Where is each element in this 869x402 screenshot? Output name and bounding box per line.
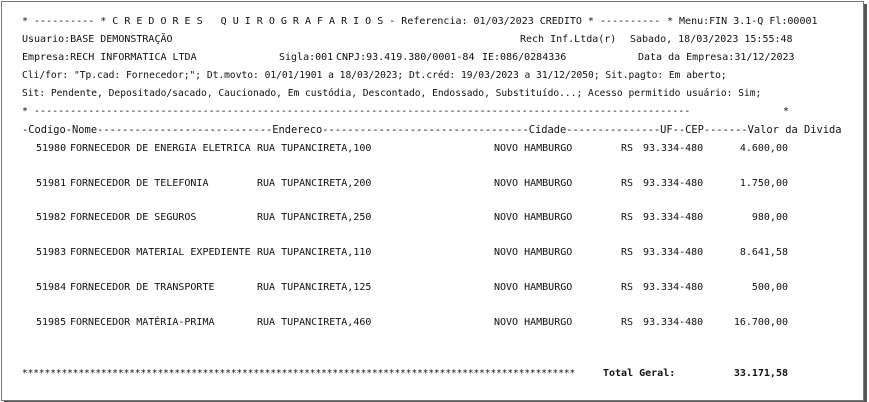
cell-nome: FORNECEDOR DE ENERGIA ELETRICA [70, 143, 251, 154]
cell-codigo: 51981 [36, 178, 67, 189]
column-headers: -Codigo-Nome----------------------------Endereco---------------------------------Cidade---------------UF--CEP-------Valor da Divida [22, 124, 842, 136]
cell-valor: 16.700,00 [733, 317, 788, 328]
cnpj-label: CNPJ:93.419.380/0001-84 [336, 52, 475, 63]
cell-endereco: RUA TUPANCIRETA,100 [257, 143, 372, 154]
company-short: Rech Inf.Ltda(r) [520, 34, 617, 45]
report-datetime: Sabado, 18/03/2023 15:55:48 [630, 34, 793, 45]
cell-cidade: NOVO HAMBURGO [494, 178, 573, 189]
cell-codigo: 51984 [36, 282, 67, 293]
cell-cep: 93.334-480 [643, 178, 704, 189]
usuario-label: Usuario:BASE DEMONSTRAÇÃO [22, 34, 173, 45]
cell-cidade: NOVO HAMBURGO [494, 247, 573, 258]
cell-valor: 980,00 [751, 212, 788, 223]
cell-endereco: RUA TUPANCIRETA,250 [257, 212, 372, 223]
data-empresa-label: Data da Empresa:31/12/2023 [638, 52, 795, 63]
cell-uf: RS [621, 282, 634, 293]
cell-cidade: NOVO HAMBURGO [494, 282, 573, 293]
cell-uf: RS [621, 178, 634, 189]
separator-line: * ------------------------------------------------------------------------------------------------------------- [22, 106, 691, 117]
cell-valor: 8.641,58 [739, 247, 788, 258]
filter-line-1: Cli/for: "Tp.cad: Fornecedor;"; Dt.movto: 01/01/1901 a 18/03/2023; Dt.créd: 19/03/2023 a 31/12/2050; Sit.pagto: Em aberto; [22, 70, 727, 81]
cell-valor: 4.600,00 [739, 143, 788, 154]
cell-endereco: RUA TUPANCIRETA,200 [257, 178, 372, 189]
cell-endereco: RUA TUPANCIRETA,460 [257, 317, 372, 328]
total-stars: ************************************************************************************************** [22, 368, 576, 379]
cell-nome: FORNECEDOR DE TRANSPORTE [70, 282, 215, 293]
cell-cidade: NOVO HAMBURGO [494, 143, 573, 154]
cell-uf: RS [621, 143, 634, 154]
cell-uf: RS [621, 212, 634, 223]
cell-nome: FORNECEDOR MATÉRIA-PRIMA [70, 317, 215, 328]
cell-cep: 93.334-480 [643, 212, 704, 223]
cell-cep: 93.334-480 [643, 282, 704, 293]
menu-info: * Menu:FIN 3.1-Q Fl:00001 [667, 16, 818, 27]
cell-nome: FORNECEDOR DE TELEFONIA [70, 178, 209, 189]
cell-nome: FORNECEDOR DE SEGUROS [70, 212, 197, 223]
cell-uf: RS [621, 317, 634, 328]
cell-endereco: RUA TUPANCIRETA,125 [257, 282, 372, 293]
sigla-label: Sigla:001 [279, 52, 334, 63]
cell-cep: 93.334-480 [643, 143, 704, 154]
ie-label: IE:086/0284336 [482, 52, 567, 63]
separator-end: * [783, 106, 790, 117]
total-value: 33.171,58 [733, 368, 788, 379]
total-label: Total Geral: [603, 368, 676, 379]
cell-cep: 93.334-480 [643, 317, 704, 328]
empresa-label: Empresa:RECH INFORMATICA LTDA [22, 52, 197, 63]
cell-codigo: 51982 [36, 212, 67, 223]
cell-valor: 1.750,00 [739, 178, 788, 189]
cell-nome: FORNECEDOR MATERIAL EXPEDIENTE [70, 247, 251, 258]
cell-codigo: 51985 [36, 317, 67, 328]
cell-cidade: NOVO HAMBURGO [494, 317, 573, 328]
cell-cidade: NOVO HAMBURGO [494, 212, 573, 223]
report-title-line: * ---------- * C R E D O R E S Q U I R O G R A F A R I O S - Referencia: 01/03/2023 CREDITO * ---------- [22, 16, 661, 27]
report-sheet [1, 1, 864, 401]
cell-cep: 93.334-480 [643, 247, 704, 258]
cell-uf: RS [621, 247, 634, 258]
cell-valor: 500,00 [751, 282, 788, 293]
cell-codigo: 51980 [36, 143, 67, 154]
cell-codigo: 51983 [36, 247, 67, 258]
filter-line-2: Sit: Pendente, Depositado/sacado, Caucionado, Em custódia, Descontado, Endossado, Substituído...; Acesso permitido usuário: Sim; [22, 88, 762, 99]
cell-endereco: RUA TUPANCIRETA,110 [257, 247, 372, 258]
